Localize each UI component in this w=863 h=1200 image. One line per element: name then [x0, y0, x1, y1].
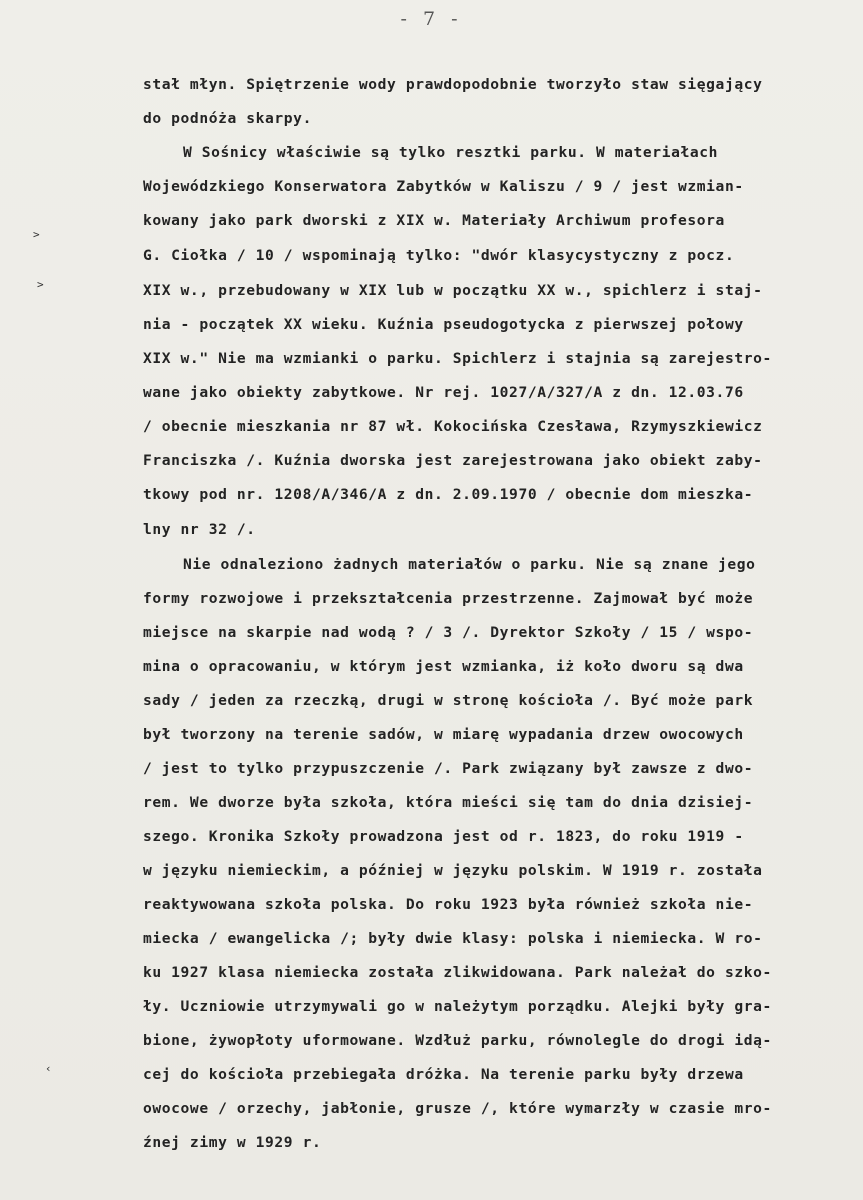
text-line: szego. Kronika Szkoły prowadzona jest od r. 1823, do roku 1919 - [143, 828, 744, 845]
text-line: rem. We dworze była szkoła, która mieści się tam do dnia dzisiej- [143, 794, 754, 811]
text-line: G. Ciołka / 10 / wspominają tylko: "dwór klasycystyczny z pocz. [143, 247, 735, 264]
text-line: ku 1927 klasa niemiecka została zlikwidowana. Park należał do szko- [143, 964, 772, 981]
text-line: miejsce na skarpie nad wodą ? / 3 /. Dyrektor Szkoły / 15 / wspo- [143, 624, 754, 641]
text-line: reaktywowana szkoła polska. Do roku 1923 była również szkoła nie- [143, 896, 754, 913]
text-line: miecka / ewangelicka /; były dwie klasy: polska i niemiecka. W ro- [143, 930, 763, 947]
text-line: Franciszka /. Kuźnia dworska jest zarejestrowana jako obiekt zaby- [143, 452, 763, 469]
text-line: owocowe / orzechy, jabłonie, grusze /, które wymarzły w czasie mro- [143, 1100, 772, 1117]
text-line: formy rozwojowe i przekształcenia przestrzenne. Zajmował być może [143, 590, 754, 607]
text-line: bione, żywopłoty uformowane. Wzdłuż parku, równolegle do drogi idą- [143, 1032, 772, 1049]
text-line: Wojewódzkiego Konserwatora Zabytków w Kaliszu / 9 / jest wzmian- [143, 178, 744, 195]
text-line: sady / jeden za rzeczką, drugi w stronę kościoła /. Być może park [143, 692, 754, 709]
text-line: / jest to tylko przypuszczenie /. Park związany był zawsze z dwo- [143, 760, 754, 777]
text-line: do podnóża skarpy. [143, 110, 312, 127]
text-line: ły. Uczniowie utrzymywali go w należytym porządku. Alejki były gra- [143, 998, 772, 1015]
text-line: XIX w., przebudowany w XIX lub w początku XX w., spichlerz i staj- [143, 282, 763, 299]
text-line: lny nr 32 /. [143, 521, 256, 538]
text-line: / obecnie mieszkania nr 87 wł. Kokocińska Czesława, Rzymyszkiewicz [143, 418, 763, 435]
text-line: kowany jako park dworski z XIX w. Materiały Archiwum profesora [143, 212, 725, 229]
margin-mark: ‹ [45, 1062, 52, 1075]
text-line: wane jako obiekty zabytkowe. Nr rej. 1027/A/327/A z dn. 12.03.76 [143, 384, 744, 401]
page-number: - 7 - [400, 8, 463, 30]
text-line: tkowy pod nr. 1208/A/346/A z dn. 2.09.1970 / obecnie dom mieszka- [143, 486, 754, 503]
text-line: w języku niemieckim, a później w języku polskim. W 1919 r. została [143, 862, 763, 879]
text-line: XIX w." Nie ma wzmianki o parku. Spichlerz i stajnia są zarejestro- [143, 350, 772, 367]
text-line: stał młyn. Spiętrzenie wody prawdopodobnie tworzyło staw sięgający [143, 76, 763, 93]
text-line: był tworzony na terenie sadów, w miarę wypadania drzew owocowych [143, 726, 744, 743]
text-line: nia - początek XX wieku. Kuźnia pseudogotycka z pierwszej połowy [143, 316, 744, 333]
margin-mark: > [33, 228, 40, 241]
text-line: cej do kościoła przebiegała dróżka. Na terenie parku były drzewa [143, 1066, 744, 1083]
text-line: źnej zimy w 1929 r. [143, 1134, 322, 1151]
text-line: W Sośnicy właściwie są tylko resztki parku. W materiałach [183, 144, 719, 161]
text-line: mina o opracowaniu, w którym jest wzmianka, iż koło dworu są dwa [143, 658, 744, 675]
margin-mark: > [37, 278, 44, 291]
text-line: Nie odnaleziono żadnych materiałów o parku. Nie są znane jego [183, 556, 756, 573]
